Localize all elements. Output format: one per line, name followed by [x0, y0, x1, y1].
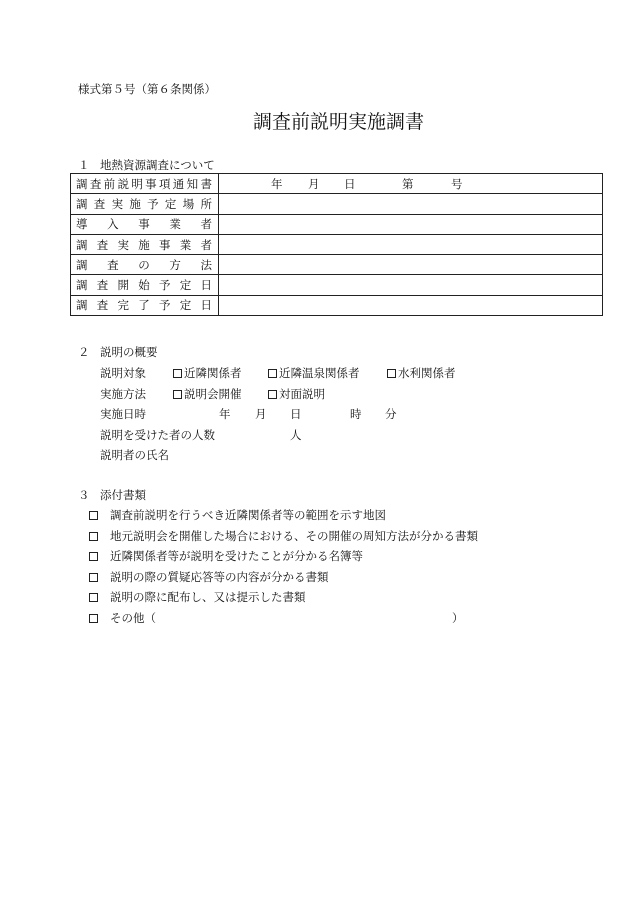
label-char: 者	[200, 217, 212, 232]
table-row	[71, 194, 603, 214]
checkbox-icon[interactable]	[89, 552, 98, 561]
label-char: 査	[96, 237, 109, 252]
label-char: 事	[159, 237, 171, 252]
datetime-hour: 時	[350, 407, 362, 421]
label-char: 導	[76, 217, 88, 232]
method-option-meeting[interactable]: 説明会開催	[173, 387, 242, 401]
row-label-text	[76, 196, 218, 212]
label-char: 方	[169, 257, 181, 272]
label-char: 予	[147, 196, 159, 211]
section3-number: ３	[78, 488, 90, 502]
label-char: 日	[200, 298, 212, 313]
label-char: 調	[76, 257, 88, 272]
table-row	[71, 255, 603, 275]
count-label: 説明を受けた者の人数	[100, 428, 215, 442]
label-char: 調	[76, 196, 88, 211]
label-char: 場	[182, 196, 195, 211]
label-char: 書	[200, 176, 212, 191]
row-label	[71, 214, 219, 234]
target-option-onsen[interactable]: 近隣温泉関係者	[268, 366, 360, 380]
section3-heading: 添付書類	[100, 488, 146, 502]
table-row	[71, 214, 603, 234]
label-char: 業	[169, 217, 181, 232]
page-title: 調査前説明実施調書	[253, 111, 425, 133]
label-char: 実	[117, 237, 129, 252]
checkbox-icon[interactable]	[89, 511, 98, 520]
table-row	[71, 275, 603, 295]
presenter-label: 説明者の氏名	[100, 448, 169, 462]
notice-dai: 第	[402, 177, 414, 191]
datetime-label: 実施日時	[100, 407, 146, 421]
label-char: 知	[186, 176, 199, 191]
notice-day: 日	[344, 177, 356, 191]
datetime-month: 月	[255, 407, 267, 421]
attachment-other-close: ）	[452, 611, 464, 625]
notice-go: 号	[451, 177, 463, 191]
label-char: 定	[179, 278, 192, 293]
target-option-water[interactable]: 水利関係者	[387, 366, 456, 380]
label-char: 予	[159, 298, 171, 313]
section1-number: １	[78, 158, 90, 172]
label-char: 定	[164, 196, 177, 211]
row-label	[71, 174, 219, 194]
label-char: 定	[179, 298, 192, 313]
label-char: 明	[131, 176, 143, 191]
attachment-item: 調査前説明を行うべき近隣関係者等の範囲を示す地図	[110, 508, 386, 522]
label-char: 査	[107, 257, 119, 272]
method-option-face[interactable]: 対面説明	[268, 387, 325, 401]
label-char: 法	[200, 257, 212, 272]
label-char: 査	[96, 278, 109, 293]
label-char: 説	[117, 176, 129, 191]
label-char: 完	[117, 298, 129, 313]
label-char: 調	[76, 278, 88, 293]
label-char: 施	[129, 196, 141, 211]
section1-heading: 地熱資源調査について	[100, 158, 215, 172]
target-option-neighbors[interactable]: 近隣関係者	[173, 366, 242, 380]
label-char: 事	[138, 217, 150, 232]
checkbox-icon[interactable]	[173, 390, 182, 399]
section2-number: ２	[78, 345, 90, 359]
target-label: 説明対象	[100, 366, 146, 380]
attachment-item: 地元説明会を開催した場合における、その開催の周知方法が分かる書類	[110, 529, 478, 543]
row-label-text	[76, 237, 218, 253]
label-char: 前	[103, 176, 116, 191]
label-char: 査	[93, 196, 106, 211]
checkbox-icon[interactable]	[89, 593, 98, 602]
label-char: 通	[172, 176, 185, 191]
attachment-item: 説明の際に配布し、又は提示した書類	[110, 590, 306, 604]
attachment-other-label: その他（	[110, 611, 156, 625]
label-char: 査	[96, 298, 109, 313]
row-label-text	[76, 176, 218, 192]
label-char: 項	[158, 176, 171, 191]
survey-info-table	[70, 173, 603, 316]
row-label-text	[76, 277, 218, 293]
datetime-year: 年	[219, 407, 231, 421]
label-char: 日	[200, 278, 212, 293]
row-label	[71, 275, 219, 295]
checkbox-icon[interactable]	[387, 369, 396, 378]
row-label-text	[76, 257, 218, 273]
row-label	[71, 255, 219, 275]
label-char: 開	[117, 278, 129, 293]
table-row	[71, 295, 603, 315]
label-char: 調	[76, 237, 88, 252]
label-char: 実	[111, 196, 124, 211]
row-value[interactable]	[219, 174, 603, 194]
row-label	[71, 194, 219, 214]
row-label-text	[76, 297, 218, 313]
checkbox-icon[interactable]	[173, 369, 182, 378]
section2-heading: 説明の概要	[100, 345, 158, 359]
row-value[interactable]	[219, 295, 603, 315]
datetime-day: 日	[290, 407, 302, 421]
attachment-item: 近隣関係者等が説明を受けたことが分かる名簿等	[110, 549, 363, 563]
checkbox-icon[interactable]	[268, 369, 277, 378]
checkbox-icon[interactable]	[268, 390, 277, 399]
row-label	[71, 295, 219, 315]
label-char: 調	[76, 298, 88, 313]
checkbox-icon[interactable]	[89, 532, 98, 541]
row-value[interactable]	[219, 194, 603, 214]
label-char: 調	[76, 176, 88, 191]
checkbox-icon[interactable]	[89, 614, 98, 623]
label-char: 施	[138, 237, 150, 252]
label-char: 入	[107, 217, 119, 232]
label-char: 予	[159, 278, 171, 293]
row-label	[71, 234, 219, 254]
table-row	[71, 234, 603, 254]
label-char: 査	[89, 176, 102, 191]
row-value[interactable]	[219, 234, 603, 254]
row-value[interactable]	[219, 255, 603, 275]
count-unit: 人	[290, 428, 302, 442]
row-value[interactable]	[219, 275, 603, 295]
label-char: 所	[200, 196, 212, 211]
datetime-minute: 分	[385, 407, 397, 421]
label-char: 始	[138, 278, 150, 293]
row-value[interactable]	[219, 214, 603, 234]
label-char: の	[138, 257, 150, 272]
label-char: 了	[138, 298, 150, 313]
form-number: 様式第５号（第６条関係）	[78, 82, 216, 96]
notice-month: 月	[308, 177, 320, 191]
notice-year: 年	[271, 177, 283, 191]
label-char: 事	[145, 176, 157, 191]
row-label-text	[76, 216, 218, 232]
label-char: 業	[179, 237, 192, 252]
attachment-item: 説明の際の質疑応答等の内容が分かる書類	[110, 570, 329, 584]
checkbox-icon[interactable]	[89, 573, 98, 582]
method-label: 実施方法	[100, 387, 146, 401]
label-char: 者	[200, 237, 212, 252]
table-row	[71, 174, 603, 194]
